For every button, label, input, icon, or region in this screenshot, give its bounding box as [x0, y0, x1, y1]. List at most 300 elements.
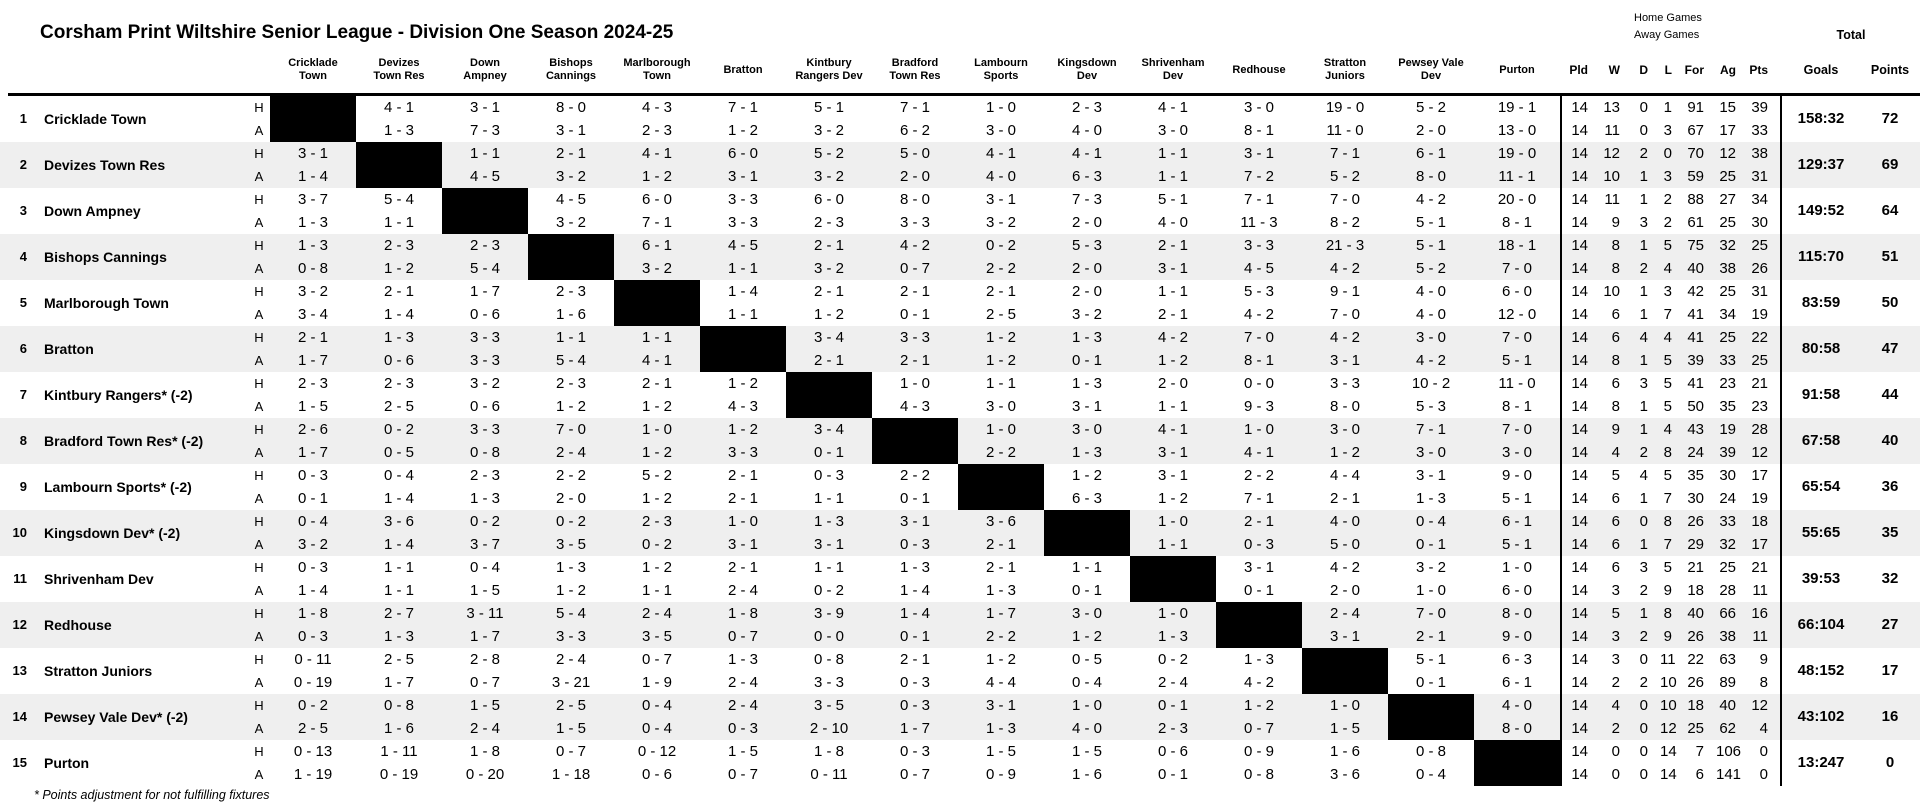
home-result: 6 - 0: [641, 191, 672, 208]
home-result: 4 - 2: [1415, 191, 1446, 208]
home-stat: 1: [1639, 421, 1648, 438]
home-stat: 25: [1751, 237, 1768, 254]
home-stat: 8: [1611, 237, 1620, 254]
home-result: 3 - 1: [1243, 145, 1274, 162]
away-row-label: A: [254, 675, 264, 690]
away-result: 2 - 0: [1415, 122, 1446, 139]
away-result: 0 - 3: [1243, 536, 1274, 553]
home-stat: 42: [1687, 283, 1704, 300]
home-result: 3 - 1: [1157, 467, 1188, 484]
away-result: 0 - 1: [1157, 766, 1188, 783]
home-result: 0 - 4: [469, 559, 500, 576]
away-result: 1 - 4: [297, 168, 328, 185]
away-result: 1 - 4: [899, 582, 930, 599]
home-result: 2 - 1: [555, 145, 586, 162]
result-cell: [786, 188, 872, 234]
home-result: 3 - 0: [1071, 421, 1102, 438]
stat-cell: [1684, 280, 1716, 326]
result-cell: [1302, 188, 1388, 234]
away-stat: 38: [1719, 628, 1736, 645]
home-stat: 15: [1719, 99, 1736, 116]
result-cell: [872, 188, 958, 234]
home-result: 3 - 1: [297, 145, 328, 162]
team-row: [0, 234, 1920, 280]
team-name: Bratton: [44, 341, 94, 357]
self-match-cell: [1302, 648, 1388, 694]
away-result: 0 - 5: [383, 444, 414, 461]
result-cell: [270, 418, 356, 464]
away-result: 3 - 6: [1329, 766, 1360, 783]
away-result: 1 - 1: [383, 214, 414, 231]
away-stat: 11: [1604, 122, 1620, 139]
team-position: 6: [19, 341, 27, 356]
result-cell: [614, 510, 700, 556]
result-cell: [356, 464, 442, 510]
away-result: 2 - 10: [809, 720, 849, 737]
home-result: 1 - 0: [1157, 605, 1188, 622]
result-cell: [1130, 234, 1216, 280]
away-result: 3 - 3: [727, 214, 758, 231]
result-cell: [700, 464, 786, 510]
away-result: 1 - 2: [727, 122, 758, 139]
home-result: 8 - 0: [1501, 605, 1532, 622]
home-result: 2 - 0: [1157, 375, 1188, 392]
result-cell: [442, 418, 528, 464]
away-result: 1 - 2: [1157, 490, 1188, 507]
away-result: 1 - 5: [555, 720, 586, 737]
result-cell: [700, 510, 786, 556]
home-stat: 1: [1639, 191, 1648, 208]
home-result: 3 - 6: [985, 513, 1016, 530]
stat-column-header: D: [1639, 63, 1648, 77]
result-cell: [442, 280, 528, 326]
stat-cell: [1562, 464, 1600, 510]
total-points: 51: [1881, 248, 1899, 265]
result-cell: [1474, 372, 1560, 418]
away-stat: 19: [1751, 306, 1768, 323]
away-result: 3 - 2: [555, 214, 586, 231]
team-position: 9: [19, 479, 27, 494]
home-result: 1 - 3: [899, 559, 930, 576]
opponent-column-header: Down Ampney: [463, 57, 507, 82]
home-result: 1 - 3: [1071, 375, 1102, 392]
away-result: 1 - 3: [383, 122, 414, 139]
home-stat: 6: [1611, 329, 1620, 346]
stat-cell: [1684, 326, 1716, 372]
stat-cell: [1600, 510, 1632, 556]
total-points: 36: [1881, 478, 1899, 495]
team-position: 12: [12, 617, 27, 632]
home-stat: 41: [1687, 375, 1704, 392]
home-stat: 2: [1639, 145, 1648, 162]
home-result: 2 - 1: [727, 559, 758, 576]
away-stat: 10: [1660, 674, 1677, 691]
home-result: 6 - 3: [1501, 651, 1532, 668]
result-cell: [356, 648, 442, 694]
result-cell: [700, 372, 786, 418]
away-stat: 2: [1639, 582, 1648, 599]
result-cell: [442, 372, 528, 418]
self-match-cell: [1044, 510, 1130, 556]
away-result: 4 - 5: [469, 168, 500, 185]
away-result: 8 - 1: [1501, 214, 1532, 231]
result-cell: [1388, 510, 1474, 556]
home-result: 3 - 0: [1071, 605, 1102, 622]
home-stat: 4: [1639, 329, 1648, 346]
home-result: 6 - 0: [727, 145, 758, 162]
home-result: 4 - 3: [641, 99, 672, 116]
home-stat: 18: [1687, 697, 1704, 714]
home-result: 4 - 1: [1157, 99, 1188, 116]
team-position: 13: [12, 663, 27, 678]
opponent-headers: [270, 50, 1560, 90]
home-away-labels: [248, 188, 270, 234]
home-result: 1 - 1: [1071, 559, 1102, 576]
away-result: 3 - 0: [1415, 444, 1446, 461]
result-cell: [786, 648, 872, 694]
total-points: 72: [1881, 110, 1899, 127]
total-goals: 115:70: [1798, 248, 1844, 265]
away-stat: 1: [1639, 536, 1648, 553]
result-cell: [1044, 648, 1130, 694]
total-goals: 129:37: [1797, 156, 1845, 173]
home-result: 0 - 3: [899, 697, 930, 714]
home-result: 1 - 11: [380, 743, 418, 760]
away-result: 0 - 7: [469, 674, 500, 691]
away-stat: 2: [1611, 720, 1620, 737]
home-result: 2 - 3: [383, 375, 414, 392]
team-position: 3: [19, 203, 27, 218]
away-result: 3 - 2: [813, 260, 844, 277]
home-result: 1 - 3: [383, 329, 414, 346]
away-result: 6 - 3: [1071, 168, 1102, 185]
home-result: 1 - 0: [1243, 421, 1274, 438]
total-points: 16: [1881, 708, 1899, 725]
away-stat: 25: [1687, 720, 1704, 737]
total-points: 47: [1881, 340, 1899, 357]
stat-cell: [1716, 96, 1748, 142]
home-stat: 88: [1687, 191, 1704, 208]
result-cell: [1302, 418, 1388, 464]
stat-column-header: For: [1684, 63, 1704, 77]
home-stat: 75: [1687, 237, 1704, 254]
stat-cell: [1748, 464, 1780, 510]
result-cell: [872, 648, 958, 694]
away-result: 1 - 3: [985, 582, 1016, 599]
home-stat: 8: [1663, 605, 1672, 622]
total-goals: 66:104: [1797, 616, 1845, 633]
away-result: 4 - 2: [1243, 306, 1274, 323]
home-result: 1 - 4: [727, 283, 758, 300]
stat-cell: [1632, 142, 1660, 188]
away-result: 3 - 3: [469, 352, 500, 369]
away-row-label: A: [254, 721, 264, 736]
away-result: 7 - 1: [1243, 490, 1274, 507]
away-result: 2 - 1: [1329, 490, 1360, 507]
result-cell: [1474, 648, 1560, 694]
home-stat: 1: [1639, 283, 1648, 300]
stat-cell: [1684, 372, 1716, 418]
away-result: 5 - 2: [1329, 168, 1360, 185]
stat-cell: [1562, 326, 1600, 372]
away-result: 0 - 1: [899, 628, 930, 645]
stat-cell: [1660, 510, 1684, 556]
away-result: 4 - 1: [1243, 444, 1274, 461]
total-goals: 39:53: [1801, 570, 1841, 587]
result-cell: [442, 648, 528, 694]
away-result: 1 - 7: [297, 444, 328, 461]
stat-cell: [1684, 740, 1716, 786]
team-position: 15: [12, 755, 27, 770]
self-match-cell: [442, 188, 528, 234]
stat-column-header: W: [1608, 63, 1620, 77]
team-position: 5: [19, 295, 27, 310]
home-stat: 14: [1571, 605, 1588, 622]
away-result: 4 - 3: [899, 398, 930, 415]
stat-cell: [1632, 510, 1660, 556]
home-result: 21 - 3: [1325, 237, 1365, 254]
home-stat: 19: [1719, 421, 1736, 438]
home-result: 1 - 8: [469, 743, 500, 760]
home-result: 3 - 1: [1415, 467, 1446, 484]
away-stat: 17: [1751, 536, 1768, 553]
home-result: 2 - 3: [469, 237, 500, 254]
away-result: 5 - 4: [469, 260, 500, 277]
home-stat: 23: [1719, 375, 1736, 392]
away-stat: 11: [1752, 582, 1768, 599]
away-result: 0 - 8: [297, 260, 328, 277]
result-cell: [528, 326, 614, 372]
result-cell: [786, 694, 872, 740]
result-cell: [614, 464, 700, 510]
away-stat: 28: [1719, 582, 1736, 599]
home-result: 5 - 1: [1415, 651, 1446, 668]
result-cell: [270, 326, 356, 372]
home-result: 1 - 0: [641, 421, 672, 438]
team-name: Lambourn Sports* (-2): [44, 479, 192, 495]
away-result: 0 - 1: [1415, 536, 1446, 553]
home-away-labels: [248, 280, 270, 326]
away-result: 8 - 1: [1243, 352, 1274, 369]
result-cell: [1044, 464, 1130, 510]
result-cell: [1130, 694, 1216, 740]
result-cell: [270, 602, 356, 648]
result-cell: [528, 96, 614, 142]
away-result: 0 - 7: [899, 766, 930, 783]
away-result: 8 - 0: [1501, 720, 1532, 737]
stat-cell: [1684, 648, 1716, 694]
result-cell: [1130, 740, 1216, 786]
result-cell: [958, 280, 1044, 326]
result-cell: [1044, 96, 1130, 142]
away-result: 0 - 1: [1071, 352, 1102, 369]
away-result: 1 - 2: [641, 398, 672, 415]
home-stat: 13: [1603, 99, 1620, 116]
result-cell: [1302, 556, 1388, 602]
home-stat: 3: [1663, 283, 1672, 300]
result-cell: [614, 188, 700, 234]
away-result: 2 - 3: [641, 122, 672, 139]
home-result: 1 - 5: [1071, 743, 1102, 760]
total-points: 32: [1881, 570, 1899, 587]
home-stat: 21: [1751, 559, 1768, 576]
stat-cell: [1632, 694, 1660, 740]
home-result: 4 - 1: [1071, 145, 1102, 162]
home-result: 2 - 4: [555, 651, 586, 668]
result-cell: [1216, 464, 1302, 510]
away-result: 1 - 2: [641, 490, 672, 507]
stat-cell: [1660, 188, 1684, 234]
away-stat: 59: [1687, 168, 1704, 185]
away-result: 2 - 4: [555, 444, 586, 461]
stat-column-header: L: [1664, 63, 1672, 77]
result-cell: [1216, 418, 1302, 464]
result-cell: [356, 280, 442, 326]
result-cell: [1388, 142, 1474, 188]
result-cell: [1044, 142, 1130, 188]
away-stat: 0: [1759, 766, 1768, 783]
opponent-column-header: Pewsey Vale Dev: [1398, 57, 1464, 82]
home-stat: 40: [1719, 697, 1736, 714]
home-stat: 2: [1663, 191, 1672, 208]
result-cell: [1216, 96, 1302, 142]
home-result: 5 - 4: [383, 191, 414, 208]
home-result: 1 - 6: [1329, 743, 1360, 760]
away-stat: 14: [1571, 398, 1588, 415]
away-result: 0 - 4: [1415, 766, 1446, 783]
home-result: 7 - 0: [1415, 605, 1446, 622]
result-cell: [786, 418, 872, 464]
home-result: 2 - 5: [555, 697, 586, 714]
home-stat: 5: [1663, 237, 1672, 254]
away-result: 8 - 2: [1329, 214, 1360, 231]
away-result: 0 - 1: [1243, 582, 1274, 599]
home-stat: 14: [1571, 513, 1588, 530]
home-result: 1 - 5: [469, 697, 500, 714]
home-stat: 4: [1663, 329, 1672, 346]
home-result: 2 - 1: [985, 559, 1016, 576]
away-result: 0 - 11: [810, 766, 848, 783]
away-result: 1 - 0: [1415, 582, 1446, 599]
result-cell: [958, 418, 1044, 464]
home-stat: 3: [1611, 651, 1620, 668]
home-result: 1 - 2: [985, 329, 1016, 346]
result-cell: [786, 510, 872, 556]
home-stat: 32: [1719, 237, 1736, 254]
home-result: 7 - 3: [1071, 191, 1102, 208]
home-result: 0 - 2: [985, 237, 1016, 254]
result-cell: [1044, 372, 1130, 418]
home-away-labels: [248, 510, 270, 556]
home-result: 0 - 7: [555, 743, 586, 760]
away-stat: 14: [1660, 766, 1677, 783]
away-stat: 7: [1663, 306, 1672, 323]
stat-cell: [1748, 280, 1780, 326]
result-cell: [528, 418, 614, 464]
away-stat: 2: [1663, 214, 1672, 231]
home-result: 5 - 2: [641, 467, 672, 484]
home-result: 4 - 0: [1415, 283, 1446, 300]
result-cell: [1130, 510, 1216, 556]
stat-cell: [1748, 188, 1780, 234]
home-result: 1 - 1: [383, 559, 414, 576]
stat-cell: [1684, 694, 1716, 740]
home-stat: 33: [1719, 513, 1736, 530]
away-stat: 14: [1571, 766, 1588, 783]
home-stat: 14: [1660, 743, 1677, 760]
stat-cell: [1716, 326, 1748, 372]
home-stat: 0: [1759, 743, 1768, 760]
away-stat: 25: [1751, 352, 1768, 369]
total-label: Total: [1836, 28, 1866, 42]
away-result: 4 - 1: [641, 352, 672, 369]
result-cell: [700, 188, 786, 234]
result-cell: [1302, 280, 1388, 326]
home-result: 1 - 3: [297, 237, 328, 254]
home-stat: 91: [1687, 99, 1704, 116]
result-cell: [356, 188, 442, 234]
away-stat: 6: [1611, 490, 1620, 507]
total-points: 0: [1885, 754, 1895, 771]
home-away-labels: [248, 142, 270, 188]
away-result: 0 - 1: [1071, 582, 1102, 599]
home-stat: 14: [1571, 559, 1588, 576]
self-match-cell: [270, 96, 356, 142]
away-stat: 14: [1571, 674, 1588, 691]
away-result: 6 - 3: [1071, 490, 1102, 507]
result-cell: [1302, 602, 1388, 648]
stat-cell: [1562, 556, 1600, 602]
result-cell: [1044, 694, 1130, 740]
home-result: 1 - 0: [1157, 513, 1188, 530]
stat-cell: [1562, 372, 1600, 418]
home-stat: 16: [1751, 605, 1768, 622]
stat-cell: [1716, 234, 1748, 280]
results-matrix: [0, 96, 1920, 786]
home-stat: 5: [1611, 467, 1620, 484]
away-stat: 3: [1639, 214, 1648, 231]
home-result: 1 - 3: [813, 513, 844, 530]
opponent-column-header: Shrivenham Dev: [1141, 57, 1205, 82]
home-result: 2 - 3: [469, 467, 500, 484]
home-result: 9 - 0: [1501, 467, 1532, 484]
result-cell: [700, 280, 786, 326]
home-stat: 14: [1571, 237, 1588, 254]
away-result: 7 - 0: [1501, 260, 1532, 277]
home-row-label: H: [254, 698, 264, 713]
result-cell: [270, 234, 356, 280]
away-result: 11 - 3: [1240, 214, 1278, 231]
stat-cell: [1600, 280, 1632, 326]
away-result: 1 - 2: [641, 168, 672, 185]
away-result: 1 - 6: [1071, 766, 1102, 783]
away-stat: 1: [1639, 490, 1648, 507]
away-stat: 8: [1759, 674, 1768, 691]
home-row-label: H: [254, 146, 264, 161]
result-cell: [786, 602, 872, 648]
result-cell: [1216, 372, 1302, 418]
home-result: 6 - 0: [813, 191, 844, 208]
result-cell: [786, 280, 872, 326]
team-name: Marlborough Town: [44, 295, 169, 311]
away-result: 2 - 1: [813, 352, 844, 369]
away-result: 3 - 1: [1157, 444, 1188, 461]
self-match-cell: [614, 280, 700, 326]
home-result: 2 - 0: [1071, 283, 1102, 300]
stat-cell: [1632, 234, 1660, 280]
home-stat: 9: [1759, 651, 1768, 668]
home-result: 5 - 2: [1415, 99, 1446, 116]
